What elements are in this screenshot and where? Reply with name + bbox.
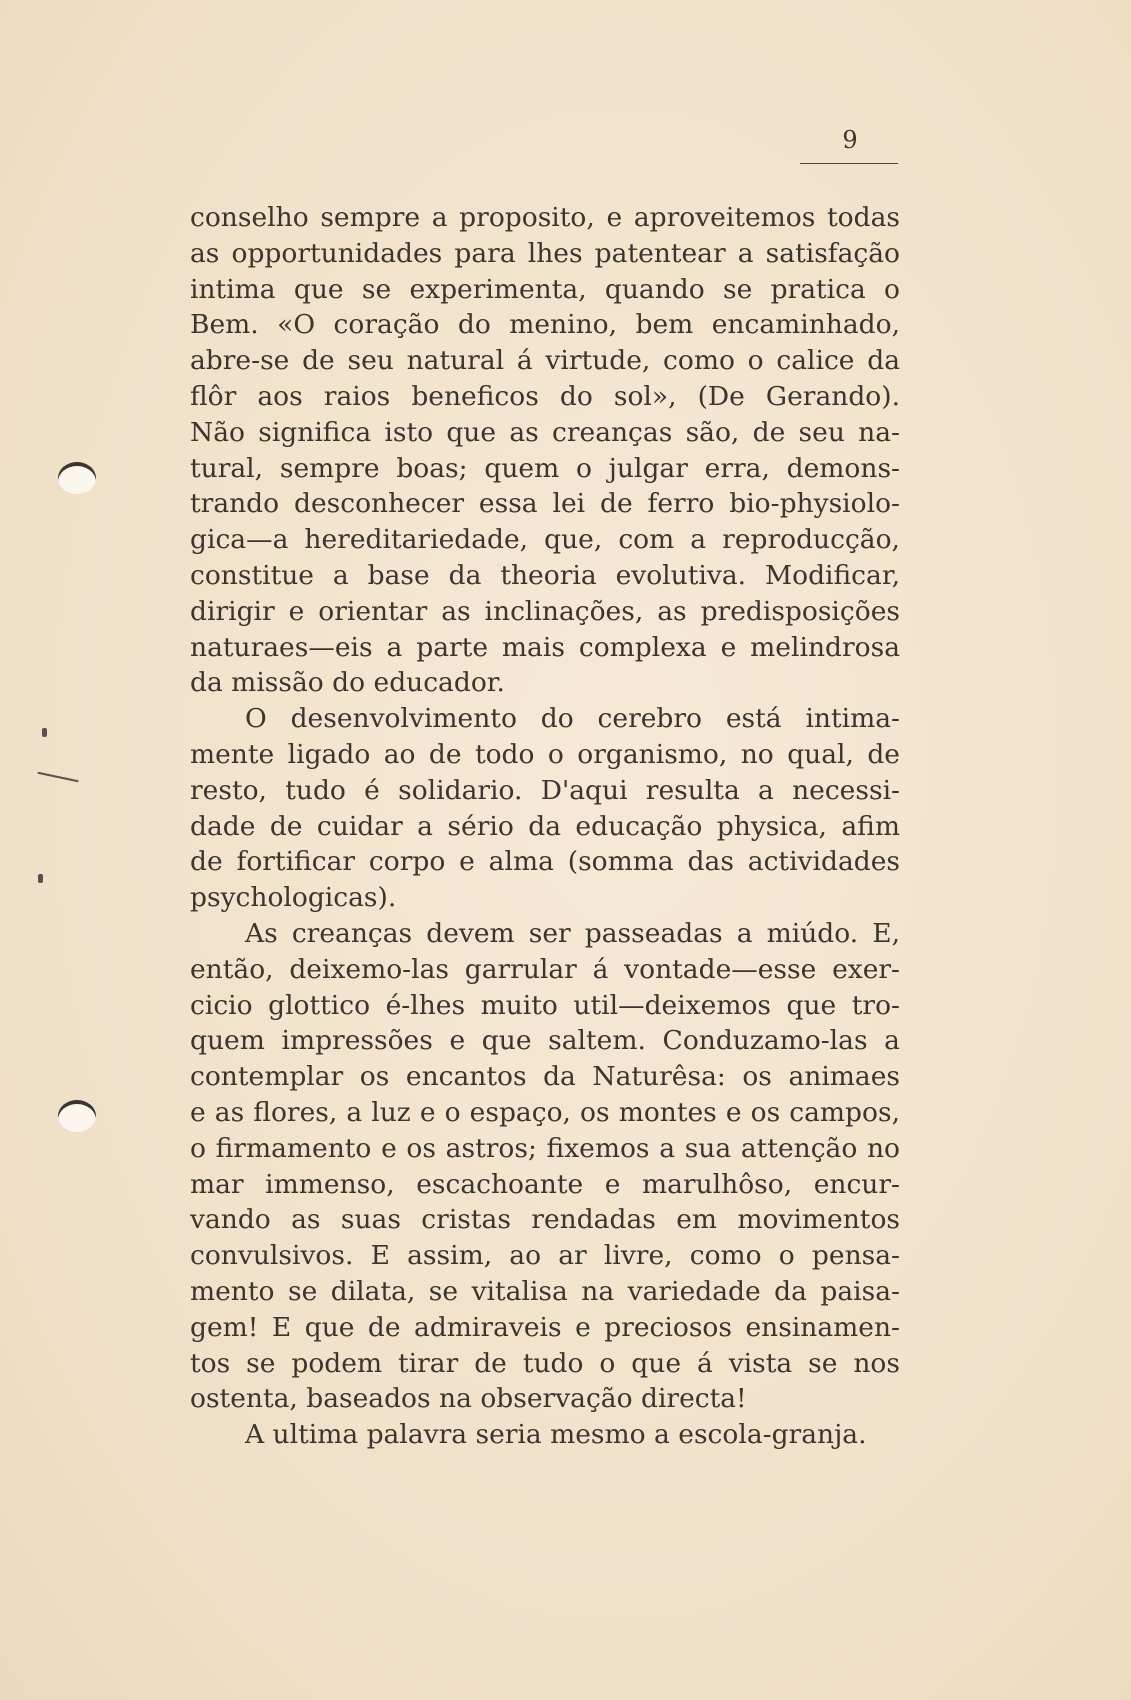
text-line: dade de cuidar a sério da educação physica, afim: [190, 810, 900, 842]
text-line: dirigir e orientar as inclinações, as predisposições: [190, 595, 900, 627]
text-line: naturaes—eis a parte mais complexa e melindrosa: [190, 631, 900, 663]
text-line: constitue a base da theoria evolutiva. Modificar,: [190, 559, 900, 591]
text-line: quem impressões e que saltem. Conduzamo-las a: [190, 1025, 900, 1057]
margin-mark: [38, 874, 43, 883]
text-line: mar immenso, escachoante e marulhôso, encur-: [190, 1168, 900, 1200]
text-line: da missão do educador.: [190, 667, 505, 699]
text-line: trando desconhecer essa lei de ferro bio-physiolo-: [190, 488, 900, 520]
text-line: o firmamento e os astros; fixemos a sua attenção no: [190, 1132, 900, 1164]
text-line: e as flores, a luz e o espaço, os montes e os campos,: [190, 1096, 900, 1128]
text-line: contemplar os encantos da Naturêsa: os animaes: [190, 1061, 900, 1093]
text-line: As creanças devem ser passeadas a miúdo. E,: [245, 917, 900, 949]
header-rule: [800, 163, 898, 164]
text-line: Não significa isto que as creanças são, de seu na-: [190, 416, 900, 448]
binding-hole: [58, 1100, 96, 1132]
text-line: psychologicas).: [190, 882, 397, 914]
text-line: flôr aos raios beneficos do sol», (De Gerando).: [190, 380, 900, 412]
binding-hole: [58, 462, 96, 494]
text-line: A ultima palavra seria mesmo a escola-granja.: [245, 1419, 867, 1451]
text-line: gem! E que de admiraveis e preciosos ensinamen-: [190, 1311, 900, 1343]
text-line: convulsivos. E assim, ao ar livre, como o pensa-: [190, 1240, 900, 1272]
text-line: Bem. «O coração do menino, bem encaminhado,: [190, 309, 900, 341]
text-line: intima que se experimenta, quando se pratica o: [190, 273, 900, 305]
text-line: gica—a hereditariedade, que, com a reproducção,: [190, 524, 900, 556]
text-line: tos se podem tirar de tudo o que á vista se nos: [190, 1347, 900, 1379]
margin-mark: [42, 728, 47, 737]
text-line: tural, sempre boas; quem o julgar erra, demons-: [190, 452, 900, 484]
page-number: 9: [842, 126, 858, 154]
text-line: então, deixemo-las garrular á vontade—esse exer-: [190, 953, 900, 985]
text-line: vando as suas cristas rendadas em movimentos: [190, 1204, 900, 1236]
text-line: mento se dilata, se vitalisa na variedade da paisa-: [190, 1275, 900, 1307]
text-line: conselho sempre a proposito, e aproveitemos todas: [190, 202, 900, 233]
text-line: mente ligado ao de todo o organismo, no qual, de: [190, 738, 900, 770]
text-line: abre-se de seu natural á virtude, como o calice da: [190, 345, 900, 377]
text-line: resto, tudo é solidario. D'aqui resulta a necessi-: [190, 774, 900, 806]
text-line: as opportunidades para lhes patentear a satisfação: [190, 237, 900, 269]
text-line: ostenta, baseados na observação directa!: [190, 1383, 747, 1415]
text-line: de fortificar corpo e alma (somma das actividades: [190, 846, 900, 878]
margin-mark: [37, 772, 78, 783]
text-line: O desenvolvimento do cerebro está intima-: [245, 703, 900, 735]
body-text: [190, 200, 900, 1453]
text-line: cicio glottico é-lhes muito util—deixemos que tro-: [190, 989, 900, 1021]
